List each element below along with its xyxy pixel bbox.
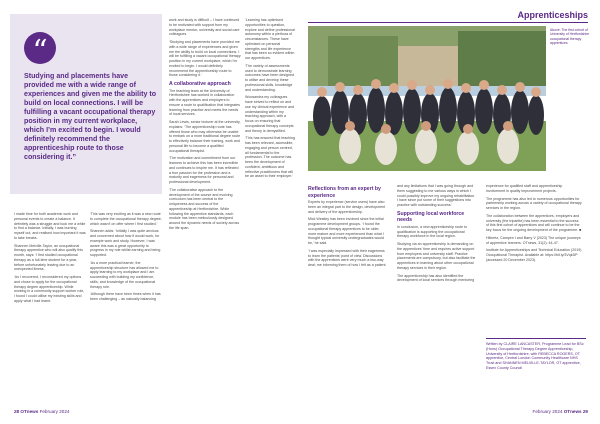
paragraph: ‘The motivation and commitment from our learners to achieve this has been incredible and continues to inspire me. It has reflected a true passion for the profession and a maturity and eagerness for personal and professional development. (169, 156, 239, 184)
paragraph: ‘Although there have been times when it has been challenging – as naturally balancing (90, 292, 161, 301)
right-column-1 (308, 184, 388, 271)
pull-quote-box (10, 14, 162, 194)
paragraph: ‘The collaborative approach to the development of the course and evolving curriculum has been central to the uniqueness and success of the apprenticeship at Hertfordshire. While following the apprentice standards, each module has been meticulously designed around the dynamic needs of society across the life span. (169, 187, 240, 230)
paragraph: Shannen adds: ‘Initially I was quite anxious and concerned about how it would work, for example work and study. However, I was aware this was a great opportunity to progress in my role whilst earning and being supported. (90, 229, 161, 257)
right-column-3 (486, 184, 582, 266)
magazine-name: OTnews (563, 409, 582, 414)
paragraph: ‘As a more practical learner, the apprenticeship structure has allowed me to apply learning to my workplace and I am succeeding with building my confidence, skills, and knowledge of the occupational therapy role. (90, 260, 159, 289)
paragraph: ‘This was very exciting as it was a new route to complete the occupational therapy degree, which wasn’t on offer where I first studied.’ (90, 212, 162, 226)
paragraph: ‘This has ensured that teaching has been relevant, accessible, engaging and person centred, all fundamental to the profession. The outcome has been the development of confident, ambitious and reflective practitioners that will be an asset to their employer.’ (245, 136, 295, 179)
section-heading: Supporting local workforce needs (397, 210, 465, 224)
paragraph: Experts by experience (service users) have also been an integral part to the design, development and delivery of the apprenticeship. (308, 200, 386, 214)
left-column-3 (169, 18, 241, 234)
paragraph: The collaboration between the apprentices, employers and university (the tripartite) has been essential to the success of this first cohort of apprentices and will continue to be the key focus for the ongoing development of the programme. ■ (486, 213, 582, 232)
issue-date: February 2024 (532, 409, 563, 414)
paragraph: The teaching team at the University of Hertfordshire has worked in collaboration with the apprentices and employers to ensure a route to qualification that integrates learning from practice and meets the needs of local services. (169, 88, 240, 117)
footer-left (14, 409, 69, 414)
section-heading: A collaborative approach (169, 81, 231, 87)
paragraph: Shannen Melville-Taylor, an occupational therapy apprentice who will also qualify this month, says: ‘I first studied occupational therapy as a full-time student for a year, before unfortunately leaving due to an unexpected illness. (14, 243, 83, 272)
paragraph: Studying via an apprenticeship is demanding on the apprentices’ time and requires active support from employers and university staff. Practice placements are compulsory, but also facilitate the apprentices in learning about other occupational therapy services in their region. (397, 242, 476, 270)
page-number: 29 (582, 409, 588, 414)
paragraph: ‘I was especially impressed with their eagerness to learn the patients’ point of view. Discussions with the apprentices were very much a two-way deal; me informing them of how I felt as a patient. (308, 248, 387, 267)
quote-mark-icon: “ (24, 32, 56, 64)
paragraph: In conclusion, a new apprenticeship route to qualification is supporting the occupational therapy workforce in the local region. (397, 224, 468, 239)
left-column-1 (14, 212, 86, 307)
reference: Institute for Apprenticeships and Technical Education (2019) Occupational Therapist. Available at: https://bit.ly/3VqkDP (accessed 20 December 2023). (486, 248, 582, 262)
section-heading: Reflections from an expert by experience (308, 186, 381, 199)
left-column-2 (90, 212, 162, 305)
section-title: Apprenticeships (517, 10, 588, 20)
pull-quote-text: Studying and placements have provided me with a wide range of experiences and given me the ability to build on local connections. I will be fulfilling a vacant occupational therapy position in my current workplace, which I’m excited to begin. I would definitely recommend the apprenticeship route to those considering it.” (24, 72, 157, 161)
paragraph: experience for qualified staff and apprenticeship involvement in quality improvement projects. (486, 184, 563, 193)
paragraph: work and study is difficult – I have continued to be motivated with support from my workplace mentor, university and social care colleagues. (169, 18, 240, 37)
paragraph: and any limitations that I was going through and them suggesting to me various ways in which I could possibly improve my ongoing rehabilitation. I have since put some of their suggestions into practice with outstanding success.’ (397, 184, 476, 207)
paragraph: Woosandra my colleagues have strived to reflect on and use my clinical experience and understanding within my teaching approach, with a focus on ensuring that occupational therapy concepts and theory is demystified. (245, 95, 294, 133)
paragraph: The programme has also led to numerous opportunities for partnership working across a variety of occupational therapy services in the region. (486, 196, 582, 210)
right-page (300, 0, 600, 424)
paragraph: ‘Studying and placements have provided me with a wide range of experiences and given me the ability to build on local connections. I will be fulfilling a vacant occupational therapy position in my current workplace, which I’m excited to begin. I would definitely recommend the apprenticeship route to those considering it.’ (169, 40, 241, 78)
left-column-4 (245, 18, 295, 182)
paragraph: Sarah Lewis, senior lecturer at the university, explains: ‘The apprenticeship route has offered those who may otherwise be unable to embark on a more traditional degree route to effectively balance their training, work and personal life to become a qualified occupational therapist. (169, 120, 241, 153)
group-photo (308, 26, 546, 171)
paragraph: ‘As I recovered, I reconsidered my options and chose to apply for the occupational therapy degree apprenticeship. While working in a community support worker role, I found I could utilise my existing skills and apply what I had learnt. (14, 275, 85, 303)
paragraph: I made time for both academic work and personal events to create a balance. It definitely was a struggle and took me a while to find a balance. Initially, I was burning myself out, and realised how important it was to take breaks. (14, 212, 86, 240)
page-number: 28 (14, 409, 20, 414)
paragraph: Mick Westley has been involved since the initial programme development groups. ‘I found the occupational therapy apprentices to be older, more mature and more experienced than what I thought typical university undergraduates would be,’ he said. (308, 217, 384, 245)
group-photo-illustration (308, 26, 546, 171)
right-column-2 (397, 184, 477, 286)
title-divider (308, 22, 588, 23)
photo-caption: Above: The first cohort of University of Hertfordshire occupational therapy apprentices (550, 28, 590, 46)
magazine-name: OTnews (20, 409, 39, 414)
paragraph: ‘Learning has optimised opportunities to question, explore and define professional autonomy within a plethora of circumstances. These have optimised on personal strengths and life experience that has been so evident within our apprentices. (245, 18, 295, 60)
footer-right (533, 409, 588, 414)
author-bio: Written by CLAIRE LANCASTER, Programme Lead for BSc (Hons) Occupational Therapy Degree Apprenticeship, University of Hertfordshire, with REBECCA ROGERS, OT apprentice, Central London Community Healthcare NHS Trust and SHANNEN MELVILLE-TAYLOR, OT apprentice, Essex County Council (486, 338, 586, 371)
issue-date: February 2024 (39, 409, 70, 414)
paragraph: ‘The variety of assessments used to demonstrate learning outcomes have been designed to utilise and develop these professional skills, knowledge and understanding. (245, 63, 294, 92)
paragraph: The apprenticeship has also identified the development of local services through mentoring (397, 273, 475, 283)
reference: Hilbertz, Campen I and Barry V (2023) The unique journeys of apprentice learners. OTnews, 31(2): 44-47. (486, 235, 581, 245)
